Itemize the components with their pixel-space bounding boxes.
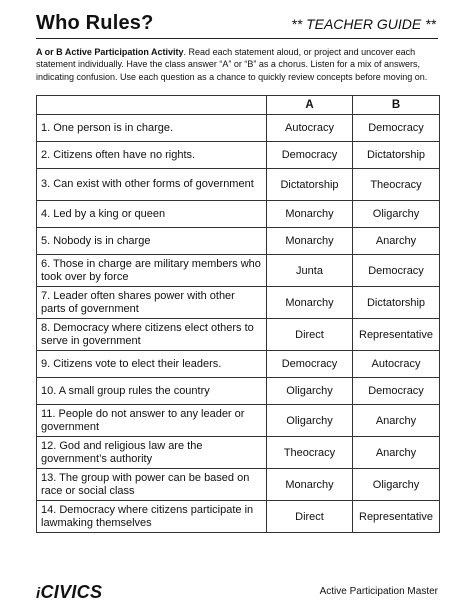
table-row xyxy=(37,378,440,405)
answer-a-cell: Monarchy xyxy=(267,201,353,228)
answer-a-cell: Direct xyxy=(267,319,353,351)
answer-a-cell: Theocracy xyxy=(267,437,353,469)
question-cell: 12. God and religious law are the government’s authority xyxy=(37,437,267,469)
table-row xyxy=(37,319,440,351)
question-cell: 11. People do not answer to any leader or government xyxy=(37,405,267,437)
page-title: Who Rules? xyxy=(36,12,154,34)
answer-b-cell: Democracy xyxy=(353,378,440,405)
table-row xyxy=(37,437,440,469)
header-divider xyxy=(36,38,438,39)
table-header-row xyxy=(37,96,440,115)
question-cell: 2. Citizens often have no rights. xyxy=(37,142,267,169)
answer-a-cell: Junta xyxy=(267,255,353,287)
instructions-heading: A or B Active Participation Activity xyxy=(36,47,184,57)
question-cell: 6. Those in charge are military members who took over by force xyxy=(37,255,267,287)
question-cell: 4. Led by a king or queen xyxy=(37,201,267,228)
question-cell: 13. The group with power can be based on race or social class xyxy=(37,469,267,501)
page-footer xyxy=(36,580,438,602)
question-cell: 8. Democracy where citizens elect others to serve in government xyxy=(37,319,267,351)
table-row xyxy=(37,169,440,201)
answer-a-cell: Oligarchy xyxy=(267,405,353,437)
answer-a-cell: Autocracy xyxy=(267,115,353,142)
table-row xyxy=(37,501,440,533)
table-row xyxy=(37,142,440,169)
answer-b-cell: Oligarchy xyxy=(353,201,440,228)
table-row xyxy=(37,255,440,287)
question-cell: 10. A small group rules the country xyxy=(37,378,267,405)
question-table xyxy=(36,95,440,533)
answer-a-cell: Monarchy xyxy=(267,469,353,501)
answer-b-cell: Democracy xyxy=(353,115,440,142)
answer-b-cell: Oligarchy xyxy=(353,469,440,501)
answer-a-cell: Democracy xyxy=(267,351,353,378)
question-cell: 7. Leader often shares power with other parts of government xyxy=(37,287,267,319)
question-cell: 1. One person is in charge. xyxy=(37,115,267,142)
answer-a-cell: Direct xyxy=(267,501,353,533)
answer-b-cell: Representative xyxy=(353,319,440,351)
table-row xyxy=(37,115,440,142)
instructions-text: . Read each statement aloud, or project and uncover each statement individually. Have the class answer “A” or “B” as a chorus. Listen for a mix of answers, indicating confusion. Use each question as a chance to quickly review concepts before moving on. xyxy=(36,47,428,82)
question-cell: 14. Democracy where citizens participate in lawmaking themselves xyxy=(37,501,267,533)
footer-label: Active Participation Master xyxy=(319,586,438,597)
answer-b-cell: Anarchy xyxy=(353,228,440,255)
answer-b-cell: Dictatorship xyxy=(353,287,440,319)
answer-a-cell: Dictatorship xyxy=(267,169,353,201)
instructions xyxy=(36,46,438,83)
answer-a-cell: Monarchy xyxy=(267,287,353,319)
answer-a-cell: Oligarchy xyxy=(267,378,353,405)
answer-b-cell: Representative xyxy=(353,501,440,533)
table-row xyxy=(37,228,440,255)
answer-a-cell: Monarchy xyxy=(267,228,353,255)
logo-text: CIVICS xyxy=(40,582,103,602)
answer-b-cell: Theocracy xyxy=(353,169,440,201)
column-header-a: A xyxy=(267,96,353,115)
answer-b-cell: Democracy xyxy=(353,255,440,287)
table-row xyxy=(37,201,440,228)
table-row xyxy=(37,351,440,378)
table-row xyxy=(37,469,440,501)
column-header-question xyxy=(37,96,267,115)
column-header-b: B xyxy=(353,96,440,115)
logo-i: i xyxy=(36,585,41,602)
answer-b-cell: Dictatorship xyxy=(353,142,440,169)
answer-b-cell: Anarchy xyxy=(353,437,440,469)
question-cell: 3. Can exist with other forms of government xyxy=(37,169,267,201)
table-row xyxy=(37,287,440,319)
page-header xyxy=(36,12,438,40)
answer-b-cell: Autocracy xyxy=(353,351,440,378)
teacher-guide-label: ** TEACHER GUIDE ** xyxy=(291,16,436,32)
answer-a-cell: Democracy xyxy=(267,142,353,169)
question-cell: 9. Citizens vote to elect their leaders. xyxy=(37,351,267,378)
question-cell: 5. Nobody is in charge xyxy=(37,228,267,255)
answer-b-cell: Anarchy xyxy=(353,405,440,437)
table-row xyxy=(37,405,440,437)
icivics-logo xyxy=(36,582,102,603)
